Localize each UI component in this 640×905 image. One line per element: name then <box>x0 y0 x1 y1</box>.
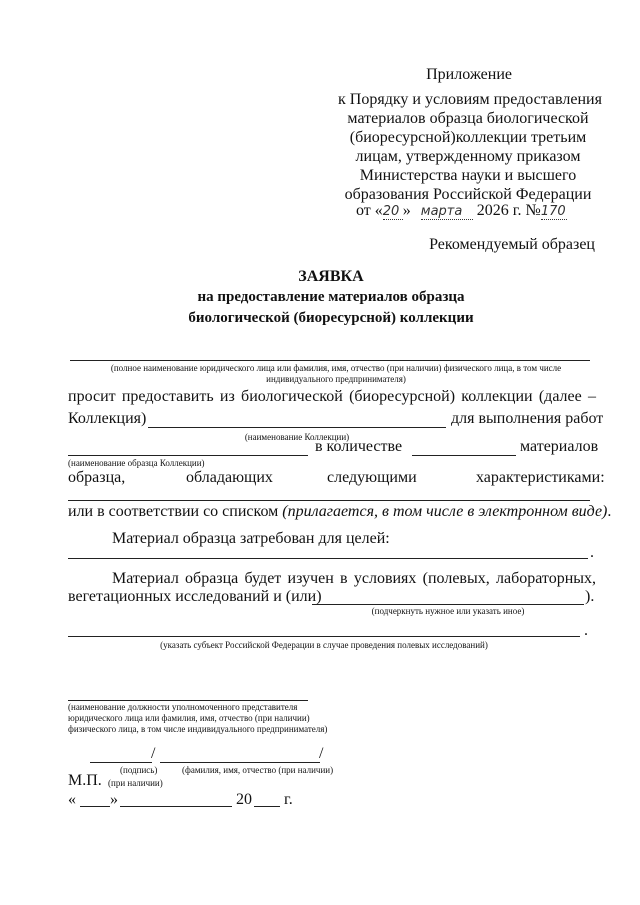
conditions-other-line[interactable] <box>312 604 584 605</box>
recommended-sample-label: Рекомендуемый образец <box>429 236 595 253</box>
purpose-end: . <box>590 544 594 561</box>
appendix-line-2: материалов образца биологической <box>347 110 589 127</box>
chars-word-2: обладающих <box>186 469 273 486</box>
appendix-title: Приложение <box>426 66 512 83</box>
purpose-line[interactable] <box>68 558 588 559</box>
date-close-quote: » <box>110 791 118 808</box>
materials-label: материалов <box>520 438 599 455</box>
conditions-line-1: Материал образца будет изучен в условиях (полевых, лабораторных, <box>112 570 596 587</box>
document-subtitle-1: на предоставление материалов образца <box>197 289 465 305</box>
hint-position-1: (наименование должности уполномоченного представителя <box>68 702 298 712</box>
chars-word-1: образца, <box>68 469 126 486</box>
position-line[interactable] <box>68 700 308 701</box>
date-day-line[interactable] <box>80 806 110 807</box>
appendix-date <box>356 202 567 220</box>
hint-position-2: юридического лица или фамилия, имя, отчество (при наличии) <box>68 713 310 723</box>
appendix-line-5: Министерства науки и высшего <box>359 167 577 184</box>
purpose-label: Материал образца затребован для целей: <box>112 530 390 547</box>
stamp-hint: (при наличии) <box>108 778 163 788</box>
sample-name-line[interactable] <box>68 455 308 456</box>
hint-collection: (наименование Коллекции) <box>244 432 350 442</box>
hint-region: (указать субъект Российской Федерации в случае проведения полевых исследований) <box>160 640 488 650</box>
collection-label: Коллекция) <box>68 410 147 427</box>
signature-line[interactable] <box>90 762 152 763</box>
document-subtitle-2: биологической (биоресурсной) коллекции <box>188 310 474 326</box>
date-year: 2026 г. № <box>476 202 541 219</box>
hint-applicant-2: индивидуального предпринимателя) <box>266 374 406 384</box>
date-day-handwritten: 20 <box>383 204 403 220</box>
quantity-line[interactable] <box>412 455 516 456</box>
date-open-quote: « <box>68 791 76 808</box>
appendix-line-1: к Порядку и условиям предоставления <box>338 91 602 108</box>
stamp-label: М.П. <box>68 772 102 789</box>
collection-name-line[interactable] <box>148 427 446 428</box>
fio-line[interactable] <box>160 762 320 763</box>
hint-sign: (подпись) <box>120 765 158 775</box>
date-month-handwritten: марта <box>421 204 473 220</box>
date-year-prefix: 20 <box>236 791 252 808</box>
appendix-line-6: образования Российской Федерации <box>344 186 592 203</box>
list-line <box>68 503 611 521</box>
quantity-label: в количестве <box>315 438 403 455</box>
list-italic: (прилагается, в том числе в электронном виде) <box>282 503 608 520</box>
date-mid: » <box>402 202 411 219</box>
date-month-line[interactable] <box>120 806 232 807</box>
signature-slash-1: / <box>151 745 156 762</box>
hint-underline: (подчеркнуть нужное или указать иное) <box>371 606 525 616</box>
list-prefix: или в соответствии со списком <box>68 503 283 520</box>
hint-sample: (наименование образца Коллекции) <box>68 458 205 468</box>
document-title: ЗАЯВКА <box>298 268 364 285</box>
list-suffix: . <box>607 503 612 520</box>
applicant-name-line[interactable] <box>70 360 590 361</box>
conditions-line-2: вегетационных исследований и (или) <box>68 588 322 605</box>
chars-word-4: характеристиками: <box>476 469 605 486</box>
characteristics-line[interactable] <box>68 500 590 501</box>
region-line[interactable] <box>68 636 580 637</box>
appendix-line-4: лицам, утвержденному приказом <box>355 148 581 165</box>
works-label: для выполнения работ <box>451 410 604 427</box>
conditions-end: ). <box>585 588 595 605</box>
order-number-handwritten: 170 <box>540 204 566 219</box>
request-line: просит предоставить из биологической (биоресурсной) коллекции (далее – <box>68 388 596 405</box>
hint-fio: (фамилия, имя, отчество (при наличии) <box>182 765 334 775</box>
signature-slash-2: / <box>319 745 324 762</box>
hint-position-3: физического лица, в том числе индивидуального предпринимателя) <box>68 724 328 734</box>
chars-word-3: следующими <box>327 469 417 486</box>
region-end: . <box>584 622 588 639</box>
date-prefix: от « <box>356 202 383 219</box>
date-year-suffix: г. <box>284 791 293 808</box>
appendix-line-3: (биоресурсной)коллекции третьим <box>349 129 587 146</box>
date-year-line[interactable] <box>254 806 280 807</box>
hint-applicant-1: (полное наименование юридического лица или фамилия, имя, отчество (при наличии) физического лица, в том числе <box>110 363 562 373</box>
